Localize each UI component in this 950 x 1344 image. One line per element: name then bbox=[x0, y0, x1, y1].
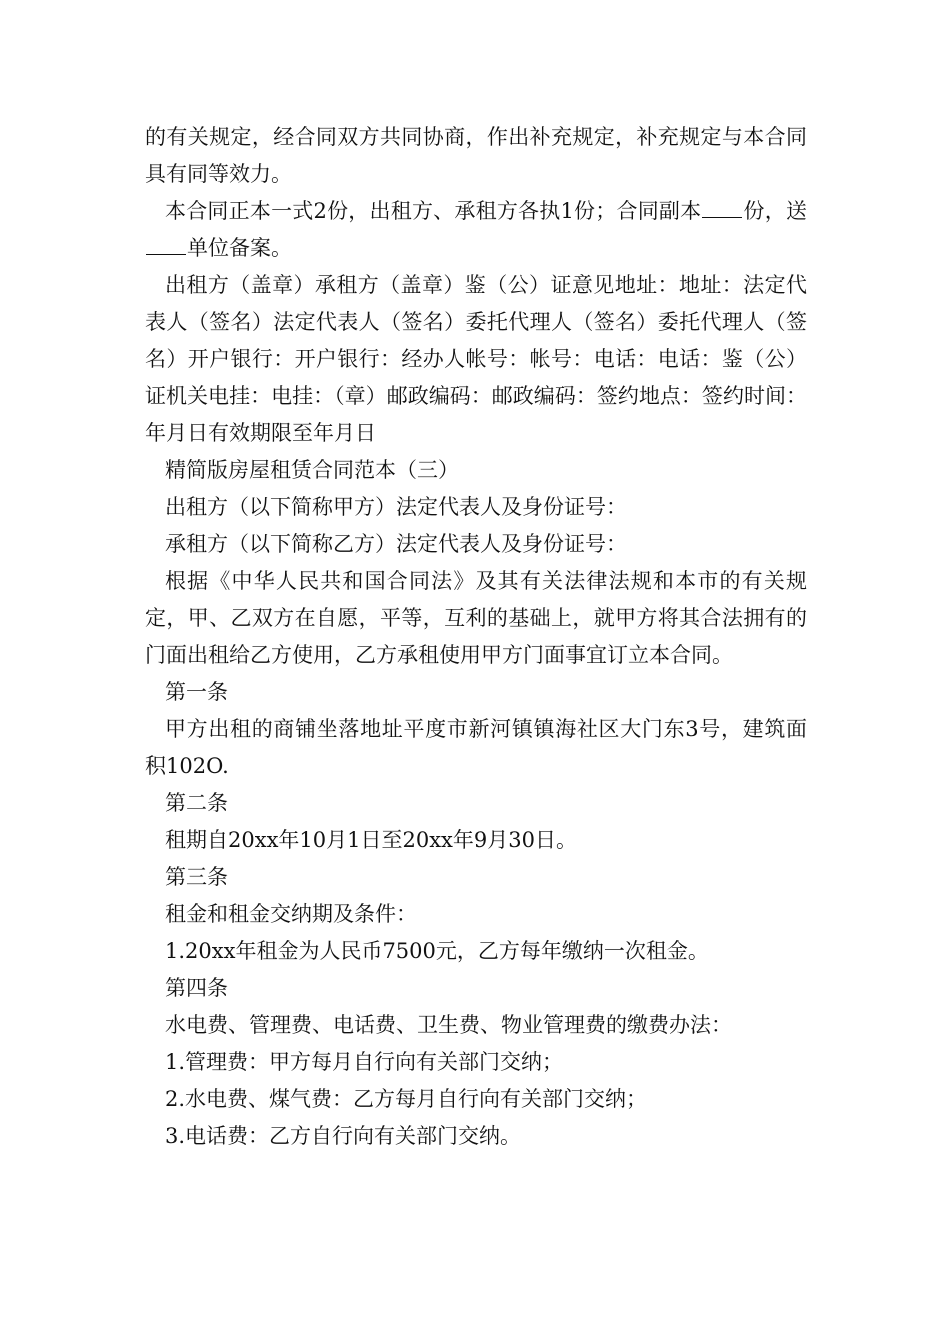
article-4-body: 水电费、管理费、电话费、卫生费、物业管理费的缴费办法： bbox=[165, 1013, 732, 1037]
article-4-item-2: 2.水电费、煤气费：乙方每月自行向有关部门交纳； bbox=[165, 1087, 648, 1111]
copies-text-after: 单位备案。 bbox=[187, 236, 292, 260]
paragraph-lessee: 承租方（以下简称乙方）法定代表人及身份证号： bbox=[165, 532, 627, 556]
article-4-item-3: 3.电话费：乙方自行向有关部门交纳。 bbox=[165, 1124, 522, 1148]
article-1-body: 甲方出租的商铺坐落地址平度市新河镇镇海社区大门东3号，建筑面积102O. bbox=[145, 717, 807, 778]
copies-count-blank bbox=[702, 197, 742, 218]
article-3-item-1: 1.20xx年租金为人民币7500元，乙方每年缴纳一次租金。 bbox=[165, 939, 709, 963]
paragraph-preamble: 根据《中华人民共和国合同法》及其有关法律法规和本市的有关规定，甲、乙双方在自愿，平等，互利的基础上，就甲方将其合法拥有的门面出租给乙方使用，乙方承租使用甲方门面事宜订立本合同。 bbox=[145, 569, 807, 667]
article-1-heading: 第一条 bbox=[165, 680, 228, 704]
article-2-body: 租期自20xx年10月1日至20xx年9月30日。 bbox=[165, 828, 577, 852]
copies-text-middle: 份，送 bbox=[743, 199, 807, 223]
document-page bbox=[145, 119, 807, 1155]
article-3-heading: 第三条 bbox=[165, 865, 228, 889]
article-4-item-1: 1.管理费：甲方每月自行向有关部门交纳； bbox=[165, 1050, 564, 1074]
paragraph-lessor: 出租方（以下简称甲方）法定代表人及身份证号： bbox=[165, 495, 627, 519]
article-3-body: 租金和租金交纳期及条件： bbox=[165, 902, 417, 926]
paragraph-section-title: 精简版房屋租赁合同范本（三） bbox=[165, 458, 459, 482]
article-4-heading: 第四条 bbox=[165, 976, 228, 1000]
copies-text-before: 本合同正本一式2份，出租方、承租方各执1份；合同副本 bbox=[165, 199, 702, 223]
article-2-heading: 第二条 bbox=[165, 791, 228, 815]
filing-unit-blank bbox=[146, 234, 186, 255]
paragraph-signature-block: 出租方（盖章）承租方（盖章）鉴（公）证意见地址：地址：法定代表人（签名）法定代表人（签名）委托代理人（签名）委托代理人（签名）开户银行：开户银行：经办人帐号：帐号：电话：电话：鉴（公）证机关电挂：电挂：（章）邮政编码：邮政编码：签约地点：签约时间：年月日有效期限至年月日 bbox=[145, 273, 807, 445]
paragraph-supplement-clause: 的有关规定，经合同双方共同协商，作出补充规定，补充规定与本合同具有同等效力。 bbox=[145, 125, 807, 186]
paragraph-copies-clause bbox=[145, 193, 807, 267]
